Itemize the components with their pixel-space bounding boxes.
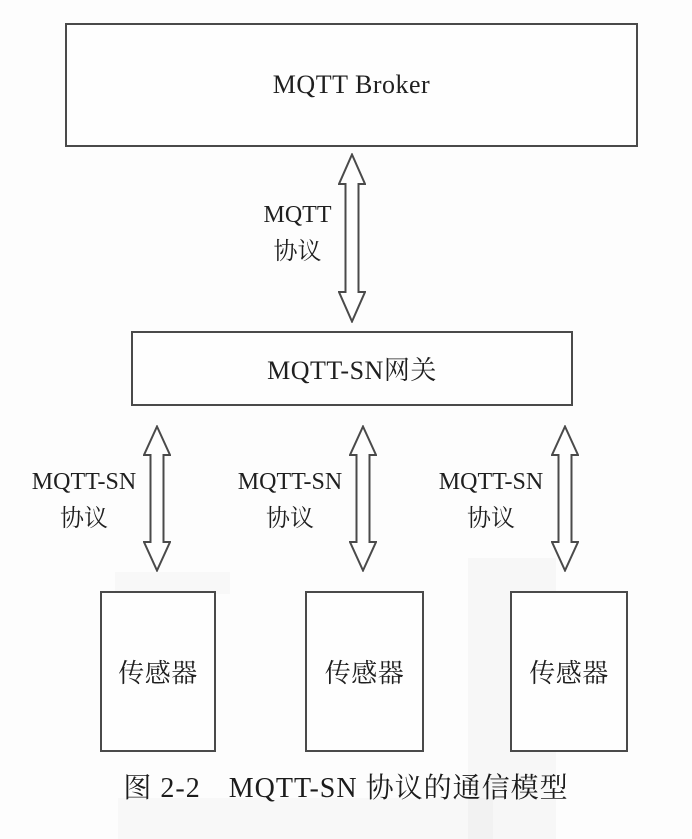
broker-label: MQTT Broker: [272, 70, 431, 99]
figure-caption: [0, 766, 692, 806]
sensor-box-3: [510, 591, 628, 752]
link-label-line: MQTT-SN: [31, 469, 137, 495]
link-label-mqtt-sn-1: [19, 464, 149, 538]
sensor-label: 传感器: [529, 659, 609, 688]
gateway-box: [131, 331, 573, 406]
link-label-mqtt: [235, 197, 360, 271]
figure-caption-number: 图 2-2: [123, 773, 201, 804]
sensor-box-1: [100, 591, 216, 752]
gateway-label: MQTT-SN网关: [267, 356, 437, 385]
link-label-line: 协议: [266, 506, 314, 532]
link-label-line: MQTT: [263, 202, 332, 228]
sensor-label: 传感器: [118, 659, 198, 688]
figure-caption-title: MQTT-SN 协议的通信模型: [228, 773, 569, 804]
link-label-mqtt-sn-3: [426, 464, 556, 538]
link-label-line: 协议: [467, 506, 515, 532]
sensor-box-2: [305, 591, 424, 752]
link-label-line: 协议: [60, 506, 108, 532]
broker-box: [65, 23, 638, 147]
link-label-line: MQTT-SN: [438, 469, 544, 495]
link-label-line: 协议: [273, 239, 322, 265]
sensor-label: 传感器: [324, 659, 405, 688]
link-label-mqtt-sn-2: [225, 464, 355, 538]
link-label-line: MQTT-SN: [237, 469, 343, 495]
